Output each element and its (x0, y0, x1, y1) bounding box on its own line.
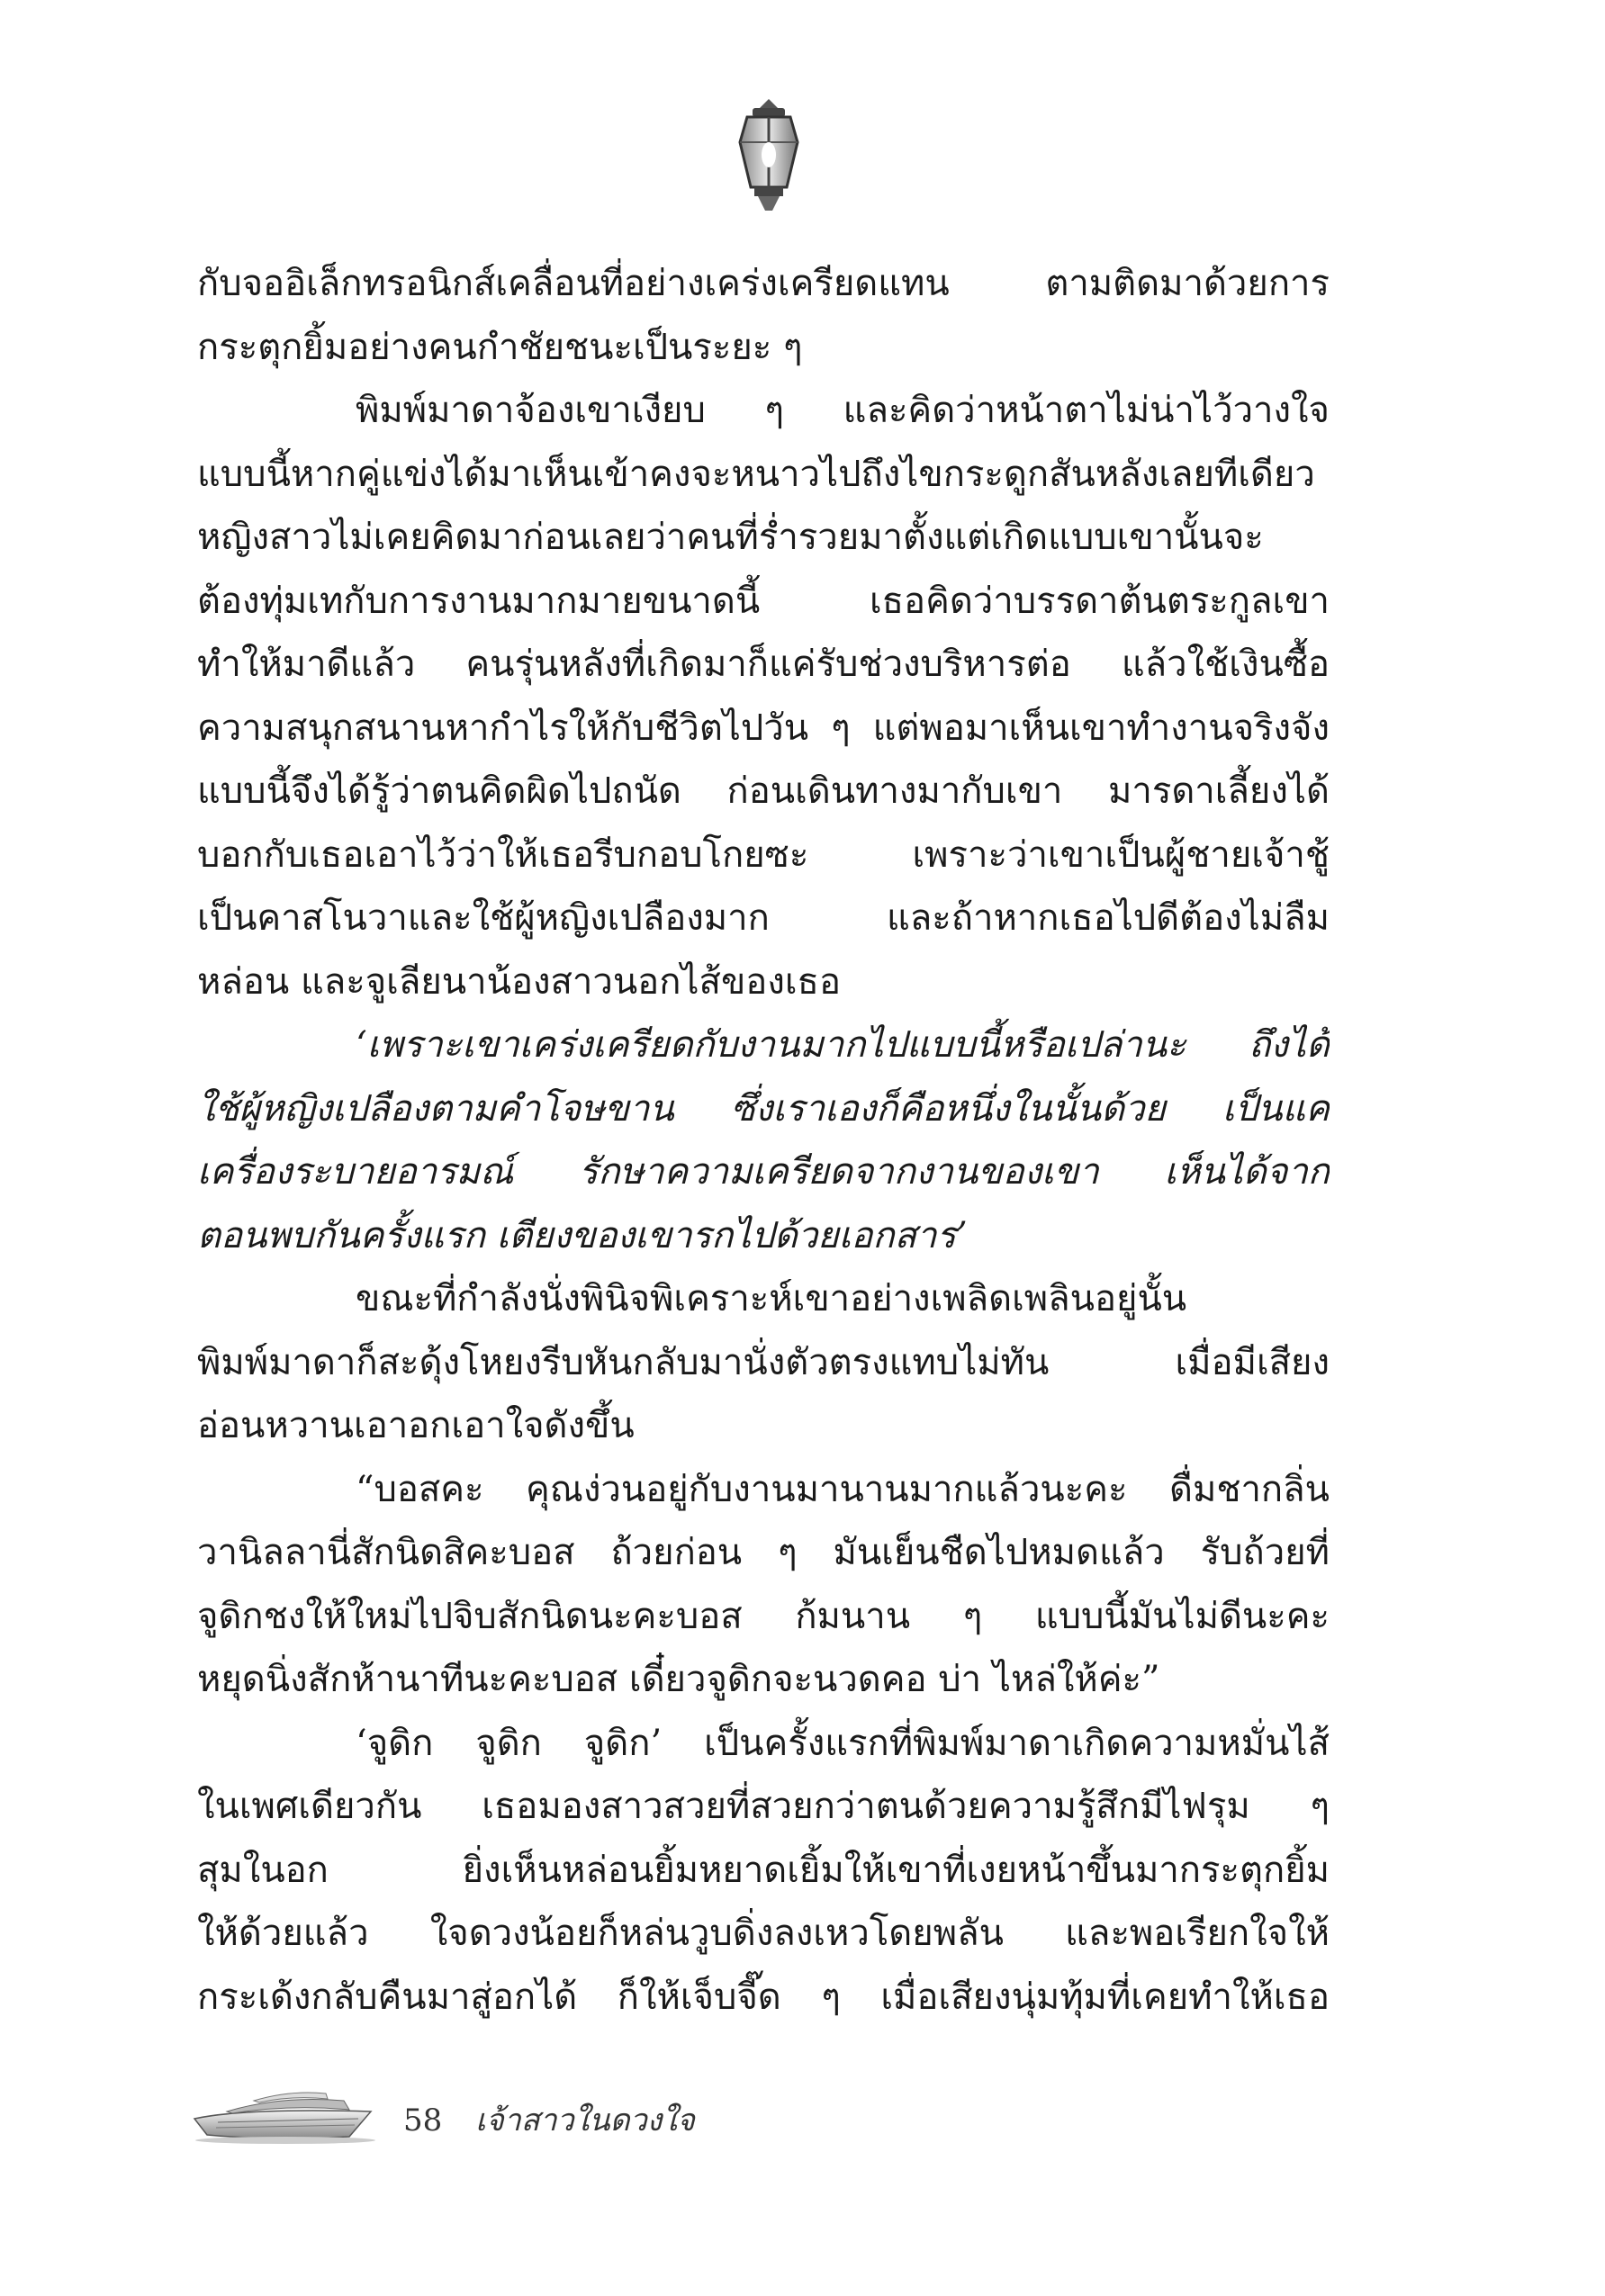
text-line: เครื่องระบายอารมณ์ รักษาความเครียดจากงานของเขา เห็นได้จาก (197, 1151, 1330, 1193)
body-text (197, 252, 1330, 2029)
text-line: “บอสคะ คุณง่วนอยู่กับงานมานานมากแล้วนะคะ ดื่มชากลิ่น (356, 1468, 1330, 1510)
text-line: อ่อนหวานเอาอกเอาใจดังขึ้น (197, 1405, 635, 1446)
text-line: หยุดนิ่งสักห้านาทีนะคะบอส เดี๋ยวจูดิกจะนวดคอ บ่า ไหล่ให้ค่ะ” (197, 1659, 1160, 1700)
text-line: ในเพศเดียวกัน เธอมองสาวสวยที่สวยกว่าตนด้วยความรู้สึกมีไฟรุม ๆ (197, 1786, 1330, 1827)
text-line: ทำให้มาดีแล้ว คนรุ่นหลังที่เกิดมาก็แค่รับช่วงบริหารต่อ แล้วใช้เงินซื้อ (197, 644, 1330, 685)
text-line: กระเด้งกลับคืนมาสู่อกได้ ก็ให้เจ็บจี๊ด ๆ เมื่อเสียงนุ่มทุ้มที่เคยทำให้เธอ (197, 1976, 1330, 2018)
text-line: ตอนพบกันครั้งแรก เตียงของเขารกไปด้วยเอกสาร’ (197, 1214, 968, 1256)
page-number: 58 (403, 2102, 443, 2138)
text-line: ขณะที่กำลังนั่งพินิจพิเคราะห์เขาอย่างเพลิดเพลินอยู่นั้น (356, 1278, 1187, 1319)
text-line: ‘จูดิก จูดิก จูดิก’ เป็นครั้งแรกที่พิมพ์มาดาเกิดความหมั่นไส้ (356, 1722, 1330, 1764)
book-title: เจ้าสาวในดวงใจ (475, 2102, 695, 2138)
text-line: ใช้ผู้หญิงเปลืองตามคำโจษขาน ซึ่งเราเองก็คือหนึ่งในนั้นด้วย เป็นแค่ (197, 1087, 1330, 1130)
lantern-icon (731, 97, 807, 216)
text-line: แบบนี้จึงได้รู้ว่าตนคิดผิดไปถนัด ก่อนเดินทางมากับเขา มารดาเลี้ยงได้ (197, 770, 1330, 812)
text-line: หญิงสาวไม่เคยคิดมาก่อนเลยว่าคนที่ร่ำรวยมาตั้งแต่เกิดแบบเขานั้นจะ (197, 517, 1264, 558)
text-line: หล่อน และจูเลียนาน้องสาวนอกไส้ของเธอ (197, 960, 841, 1003)
text-line: ให้ด้วยแล้ว ใจดวงน้อยก็หล่นวูบดิ่งลงเหวโดยพลัน และพอเรียกใจให้ (197, 1913, 1330, 1954)
text-line: พิมพ์มาดาก็สะดุ้งโหยงรีบหันกลับมานั่งตัวตรงแทบไม่ทัน เมื่อมีเสียง (197, 1341, 1330, 1383)
text-line: สุมในอก ยิ่งเห็นหล่อนยิ้มหยาดเยิ้มให้เขาที่เงยหน้าขึ้นมากระตุกยิ้ม (197, 1849, 1330, 1891)
text-line: ‘เพราะเขาเคร่งเครียดกับงานมากไปแบบนี้หรือเปล่านะ ถึงได้ (356, 1024, 1330, 1066)
text-line: จูดิกชงให้ใหม่ไปจิบสักนิดนะคะบอส ก้มนาน ๆ แบบนี้มันไม่ดีนะคะ (197, 1595, 1330, 1637)
text-line: วานิลลานี่สักนิดสิคะบอส ถ้วยก่อน ๆ มันเย็นชืดไปหมดแล้ว รับถ้วยที่ (197, 1532, 1330, 1573)
text-line: ความสนุกสนานหากำไรให้กับชีวิตไปวัน ๆ แต่พอมาเห็นเขาทำงานจริงจัง (197, 707, 1330, 749)
cruise-ship-icon (191, 2083, 380, 2146)
text-line: ต้องทุ่มเทกับการงานมากมายขนาดนี้ เธอคิดว่าบรรดาต้นตระกูลเขา (197, 580, 1330, 622)
text-line: บอกกับเธอเอาไว้ว่าให้เธอรีบกอบโกยซะ เพราะว่าเขาเป็นผู้ชายเจ้าชู้ (197, 833, 1330, 876)
text-line: แบบนี้หากคู่แข่งได้มาเห็นเข้าคงจะหนาวไปถึงไขกระดูกสันหลังเลยทีเดียว (197, 453, 1315, 495)
text-line: กับจออิเล็กทรอนิกส์เคลื่อนที่อย่างเคร่งเครียดแทน ตามติดมาด้วยการ (197, 263, 1330, 304)
text-line: กระตุกยิ้มอย่างคนกำชัยชนะเป็นระยะ ๆ (197, 326, 803, 368)
text-line: พิมพ์มาดาจ้องเขาเงียบ ๆ และคิดว่าหน้าตาไม่น่าไว้วางใจ (356, 390, 1330, 431)
text-line: เป็นคาสโนวาและใช้ผู้หญิงเปลืองมาก และถ้าหากเธอไปดีต้องไม่ลืม (197, 897, 1330, 939)
page-footer (403, 2095, 695, 2144)
